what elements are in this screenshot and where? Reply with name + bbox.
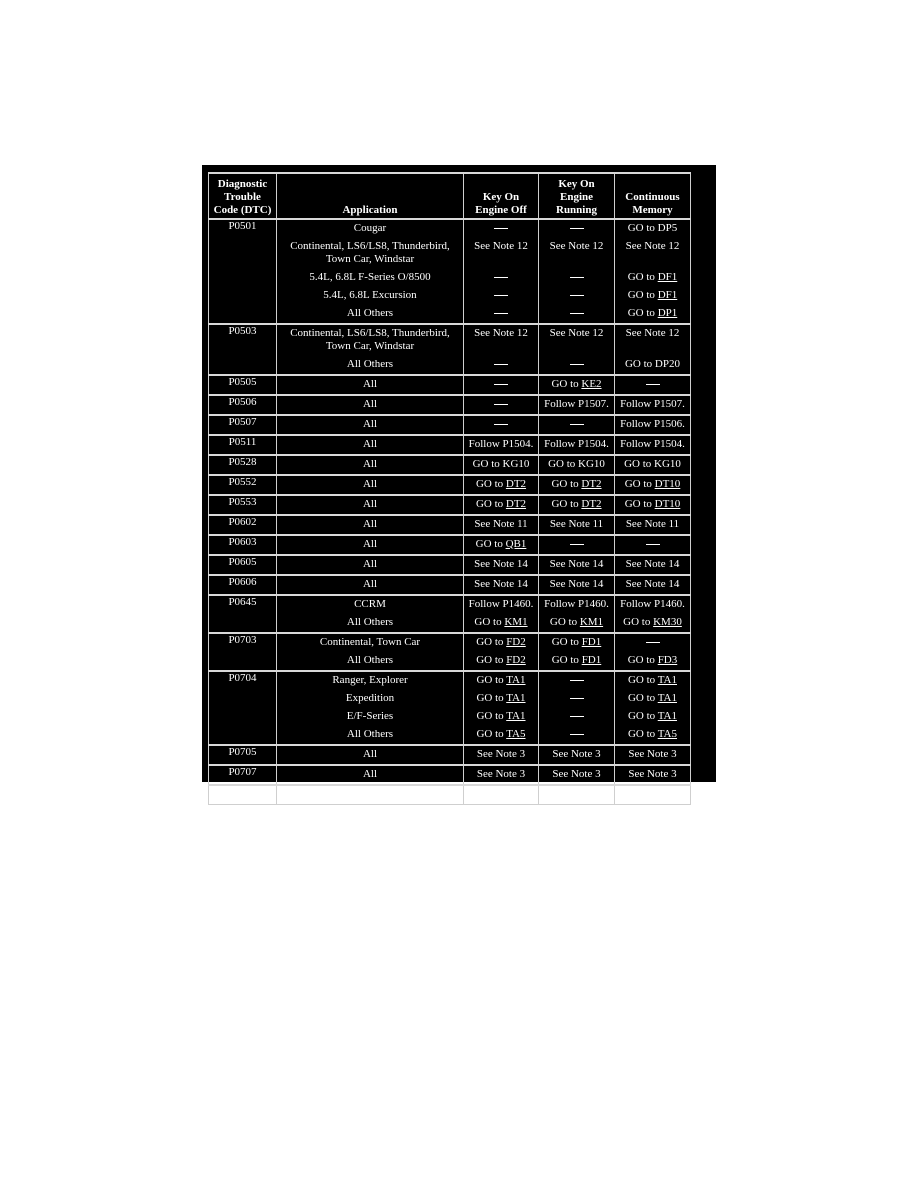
application-cell-value: E/F-Series (346, 710, 394, 722)
dash-icon (570, 295, 584, 296)
koeo-cell (464, 535, 539, 555)
procedure-link[interactable]: DP1 (657, 307, 678, 319)
procedure-link[interactable]: TA5 (657, 728, 678, 740)
application-cell-value: Ranger, Explorer (332, 674, 408, 686)
dtc-code: P0603 (209, 535, 277, 555)
continuous-memory-cell (615, 633, 691, 671)
dash-icon (494, 313, 508, 314)
dash-icon (494, 364, 508, 365)
table-row (209, 219, 691, 324)
header-application: Application (277, 173, 464, 219)
koer-cell (539, 633, 615, 671)
dash-icon (570, 228, 584, 229)
continuous-memory-cell-value: GO to KG10 (624, 458, 681, 470)
koer-cell (539, 324, 615, 375)
koeo-cell (464, 395, 539, 415)
koer-cell-value: See Note 14 (549, 558, 604, 570)
application-cell (277, 535, 464, 555)
continuous-memory-cell-value: GO to DP20 (624, 358, 680, 370)
continuous-memory-cell-value (617, 536, 688, 554)
application-cell (277, 475, 464, 495)
koer-cell (539, 415, 615, 435)
procedure-link[interactable]: DT2 (581, 498, 602, 510)
continuous-memory-cell (615, 671, 691, 745)
table-row (209, 785, 691, 805)
table-row (209, 633, 691, 671)
dtc-code: P0501 (209, 219, 277, 324)
koeo-cell-value: Follow P1504. (468, 438, 534, 450)
application-cell-value: All Others (346, 616, 394, 628)
koeo-cell (464, 671, 539, 745)
dash-icon (570, 313, 584, 314)
application-cell-value: Continental, LS6/LS8, Thunderbird, Town Car, Windstar (290, 240, 450, 265)
procedure-link[interactable]: KM1 (504, 616, 528, 628)
koeo-cell (464, 495, 539, 515)
dtc-code: P0506 (209, 395, 277, 415)
koer-cell-value: Follow P1460. (544, 598, 609, 610)
continuous-memory-cell-value: GO to DP1 (627, 307, 678, 319)
koeo-cell-value: GO to TA5 (476, 728, 526, 740)
koeo-cell-value (466, 376, 536, 394)
koeo-cell (464, 415, 539, 435)
continuous-memory-cell-value: GO to DP5 (627, 222, 678, 234)
koer-cell-value (541, 356, 612, 374)
application-cell (277, 415, 464, 435)
continuous-memory-cell (615, 395, 691, 415)
application-cell (277, 455, 464, 475)
table-row (209, 765, 691, 785)
table-row (209, 515, 691, 535)
koer-cell-value: GO to DT2 (551, 498, 602, 510)
koer-cell (539, 575, 615, 595)
dtc-table (208, 172, 691, 805)
koer-cell (539, 475, 615, 495)
application-cell-value: All Others (346, 307, 394, 319)
koeo-cell-value (466, 356, 536, 374)
header-continuous-memory: Continuous Memory (615, 173, 691, 219)
application-cell-value: 5.4L, 6.8L F-Series O/8500 (309, 271, 431, 283)
procedure-link[interactable]: DT2 (505, 478, 527, 490)
procedure-link[interactable]: FD2 (506, 636, 526, 648)
table-row (209, 475, 691, 495)
koeo-cell-value: See Note 12 (474, 240, 528, 252)
procedure-link[interactable]: TA1 (506, 674, 526, 686)
header-key-on-engine-running: Key On Engine Running (539, 173, 615, 219)
application-cell (277, 555, 464, 575)
continuous-memory-cell (615, 415, 691, 435)
dash-icon (494, 277, 508, 278)
continuous-memory-cell-value: GO to KM30 (623, 616, 682, 628)
dtc-code: P0511 (209, 435, 277, 455)
procedure-link[interactable]: KE2 (581, 378, 602, 390)
application-cell-value: All (362, 498, 378, 510)
koeo-cell (464, 475, 539, 495)
dash-icon (646, 384, 660, 385)
koer-cell-value: See Note 12 (549, 240, 604, 252)
dash-icon (570, 544, 584, 545)
table-row (209, 575, 691, 595)
koeo-cell-value: GO to DT2 (475, 498, 527, 510)
continuous-memory-cell (615, 785, 691, 805)
application-cell-value: All (362, 788, 378, 800)
koeo-cell-value: GO to FD2 (476, 654, 526, 666)
dash-icon (570, 734, 584, 735)
continuous-memory-cell (615, 219, 691, 324)
dtc-code: P0605 (209, 555, 277, 575)
koeo-cell-value: Follow P1460. (468, 598, 534, 610)
koeo-cell-value (466, 416, 536, 434)
table-row (209, 495, 691, 515)
koer-cell (539, 515, 615, 535)
procedure-link[interactable]: DT2 (581, 478, 602, 490)
koer-cell-value (541, 672, 612, 690)
table-row (209, 595, 691, 633)
koer-cell-value: See Note 14 (549, 578, 604, 590)
table-row (209, 671, 691, 745)
procedure-link[interactable]: TA1 (657, 692, 678, 704)
procedure-link[interactable]: TA1 (657, 674, 678, 686)
dash-icon (494, 228, 508, 229)
continuous-memory-cell-value: GO to TA5 (627, 728, 678, 740)
koeo-cell-value (466, 287, 536, 305)
koeo-cell-value: GO to TA1 (476, 674, 526, 686)
continuous-memory-cell-value (617, 634, 688, 652)
koer-cell-value (541, 220, 612, 238)
koer-cell-value: GO to DT2 (551, 478, 602, 490)
koer-cell (539, 435, 615, 455)
continuous-memory-cell-value: GO to DT10 (624, 498, 681, 510)
procedure-link[interactable]: FD3 (657, 654, 678, 666)
application-cell (277, 324, 464, 375)
dtc-code: P0645 (209, 595, 277, 633)
koeo-cell (464, 375, 539, 395)
continuous-memory-cell (615, 324, 691, 375)
koer-cell (539, 745, 615, 765)
dash-icon (646, 544, 660, 545)
procedure-link[interactable]: KM1 (579, 616, 604, 628)
continuous-memory-cell (615, 475, 691, 495)
koeo-cell-value: GO to KM1 (474, 616, 528, 628)
continuous-memory-cell (615, 515, 691, 535)
dtc-code: P0553 (209, 495, 277, 515)
procedure-link[interactable]: DF1 (657, 289, 678, 301)
dtc-code: P0602 (209, 515, 277, 535)
continuous-memory-cell-value: GO to FD3 (627, 654, 678, 666)
koer-cell-value (541, 536, 612, 554)
koer-cell (539, 535, 615, 555)
koer-cell-value (541, 726, 612, 744)
koeo-cell (464, 595, 539, 633)
application-cell (277, 785, 464, 805)
application-cell (277, 219, 464, 324)
application-cell-value: All (362, 768, 378, 780)
dtc-code: P0503 (209, 324, 277, 375)
koer-cell (539, 395, 615, 415)
dtc-code: P0606 (209, 575, 277, 595)
application-cell-value: All Others (346, 358, 394, 370)
koer-cell-value (541, 416, 612, 434)
dtc-code: P0505 (209, 375, 277, 395)
table-row (209, 555, 691, 575)
application-cell-value: All (362, 478, 378, 490)
koer-cell-value (541, 287, 612, 305)
koer-cell-value: See Note 3 (552, 768, 601, 780)
koer-cell-value: Follow P1504. (544, 438, 609, 450)
koer-cell-value: GO to KM1 (549, 616, 604, 628)
procedure-link[interactable]: TA1 (506, 692, 526, 704)
procedure-link[interactable]: TA5 (506, 728, 526, 740)
koeo-cell (464, 785, 539, 805)
koeo-cell-value: GO to QB1 (475, 538, 527, 550)
koeo-cell-value: GO to TA1 (476, 692, 526, 704)
procedure-link[interactable]: TA1 (657, 710, 678, 722)
application-cell (277, 375, 464, 395)
table-row (209, 375, 691, 395)
table-header-row (209, 173, 691, 219)
table-row (209, 395, 691, 415)
application-cell-value: Continental, LS6/LS8, Thunderbird, Town Car, Windstar (290, 327, 450, 352)
dash-icon (494, 424, 508, 425)
application-cell (277, 765, 464, 785)
application-cell-value: All (362, 558, 378, 570)
koer-cell-value: GO to FD1 (551, 636, 602, 648)
dtc-code: P0705 (209, 745, 277, 765)
continuous-memory-cell-value: See Note 3 (628, 748, 677, 760)
table-row (209, 435, 691, 455)
koer-cell-value: Follow P1507. (544, 398, 609, 410)
dash-icon (570, 364, 584, 365)
continuous-memory-cell-value: Follow P1506. (620, 418, 685, 430)
procedure-link[interactable]: FD1 (581, 654, 602, 666)
koeo-cell (464, 324, 539, 375)
application-cell (277, 633, 464, 671)
procedure-link[interactable]: TA1 (506, 710, 526, 722)
koeo-cell-value (466, 305, 536, 323)
table-row (209, 324, 691, 375)
koeo-cell (464, 575, 539, 595)
continuous-memory-cell-value (617, 376, 688, 394)
application-cell (277, 495, 464, 515)
procedure-link[interactable]: KM30 (653, 616, 682, 628)
koer-cell-value: GO to FD1 (551, 654, 602, 666)
koeo-cell (464, 633, 539, 671)
continuous-memory-cell-value: See Note 3 (628, 788, 677, 800)
koeo-cell (464, 219, 539, 324)
continuous-memory-cell-value: See Note 12 (625, 327, 680, 339)
application-cell-value: All (362, 518, 378, 530)
application-cell-value: All (362, 578, 378, 590)
application-cell-value: All Others (346, 654, 394, 666)
koeo-cell-value: See Note 3 (476, 768, 526, 780)
application-cell-value: Continental, Town Car (319, 636, 421, 648)
koer-cell (539, 595, 615, 633)
procedure-link[interactable]: DT10 (654, 478, 681, 490)
continuous-memory-cell (615, 745, 691, 765)
koer-cell (539, 785, 615, 805)
continuous-memory-cell-value: See Note 11 (625, 518, 680, 530)
procedure-link[interactable]: QB1 (505, 538, 527, 550)
table-row (209, 415, 691, 435)
koer-cell-value: See Note 12 (549, 327, 604, 339)
koer-cell (539, 455, 615, 475)
dtc-code: P0528 (209, 455, 277, 475)
dash-icon (570, 698, 584, 699)
dash-icon (570, 680, 584, 681)
koer-cell (539, 375, 615, 395)
application-cell (277, 671, 464, 745)
continuous-memory-cell-value: GO to TA1 (627, 710, 678, 722)
application-cell-value: All (362, 438, 378, 450)
continuous-memory-cell-value: Follow P1460. (620, 598, 685, 610)
dash-icon (570, 716, 584, 717)
koeo-cell-value: See Note 12 (474, 327, 528, 339)
koeo-cell (464, 765, 539, 785)
continuous-memory-cell-value: See Note 14 (625, 558, 680, 570)
continuous-memory-cell (615, 765, 691, 785)
continuous-memory-cell (615, 375, 691, 395)
koer-cell-value (541, 690, 612, 708)
koer-cell (539, 555, 615, 575)
koer-cell (539, 765, 615, 785)
application-cell (277, 515, 464, 535)
dtc-code: P0707 (209, 765, 277, 785)
continuous-memory-cell (615, 455, 691, 475)
koer-cell-value: See Note 11 (549, 518, 604, 530)
continuous-memory-cell (615, 535, 691, 555)
continuous-memory-cell-value: GO to TA1 (627, 674, 678, 686)
application-cell-value: All (362, 458, 378, 470)
application-cell-value: All (362, 748, 378, 760)
koer-cell-value: GO to KE2 (551, 378, 602, 390)
koer-cell-value: See Note 3 (552, 788, 601, 800)
header-key-on-engine-off: Key On Engine Off (464, 173, 539, 219)
continuous-memory-cell (615, 435, 691, 455)
application-cell-value: All Others (346, 728, 394, 740)
procedure-link[interactable]: DT2 (505, 498, 527, 510)
dash-icon (570, 424, 584, 425)
application-cell-value: Cougar (353, 222, 387, 234)
application-cell-value: All (362, 538, 378, 550)
table-row (209, 745, 691, 765)
koeo-cell-value: See Note 3 (476, 788, 526, 800)
koer-cell-value (541, 708, 612, 726)
dash-icon (494, 384, 508, 385)
application-cell (277, 395, 464, 415)
table-row (209, 535, 691, 555)
application-cell-value: CCRM (354, 598, 386, 610)
koeo-cell-value: GO to FD2 (476, 636, 526, 648)
koeo-cell-value: See Note 14 (474, 578, 528, 590)
procedure-link[interactable]: FD1 (581, 636, 602, 648)
koeo-cell (464, 515, 539, 535)
continuous-memory-cell-value: GO to DT10 (624, 478, 681, 490)
dtc-code: P0703 (209, 633, 277, 671)
continuous-memory-cell-value: GO to TA1 (627, 692, 678, 704)
procedure-link[interactable]: DF1 (657, 271, 678, 283)
dash-icon (494, 295, 508, 296)
application-cell-value: All (362, 378, 378, 390)
koer-cell-value (541, 269, 612, 287)
dtc-code: P0708 (209, 785, 277, 805)
application-cell (277, 595, 464, 633)
koeo-cell-value: See Note 3 (476, 748, 526, 760)
continuous-memory-cell-value: See Note 12 (625, 240, 680, 252)
koeo-cell-value: GO to KG10 (472, 458, 530, 470)
continuous-memory-cell (615, 495, 691, 515)
dtc-code: P0704 (209, 671, 277, 745)
continuous-memory-cell-value: Follow P1507. (620, 398, 685, 410)
dtc-code: P0507 (209, 415, 277, 435)
continuous-memory-cell-value: GO to DF1 (627, 289, 678, 301)
koer-cell-value: GO to KG10 (548, 458, 605, 470)
continuous-memory-cell (615, 555, 691, 575)
application-cell-value: All (362, 418, 378, 430)
continuous-memory-cell-value: See Note 3 (628, 768, 677, 780)
continuous-memory-cell-value: Follow P1504. (620, 438, 685, 450)
dash-icon (646, 642, 660, 643)
continuous-memory-cell-value: GO to DF1 (627, 271, 678, 283)
koeo-cell-value: GO to DT2 (475, 478, 527, 490)
koeo-cell-value: See Note 11 (474, 518, 528, 530)
koer-cell (539, 495, 615, 515)
koer-cell-value: See Note 3 (552, 748, 601, 760)
continuous-memory-cell (615, 575, 691, 595)
koeo-cell (464, 435, 539, 455)
koer-cell-value (541, 305, 612, 323)
koeo-cell (464, 555, 539, 575)
koeo-cell-value (466, 269, 536, 287)
dash-icon (570, 277, 584, 278)
koeo-cell (464, 745, 539, 765)
application-cell (277, 745, 464, 765)
koeo-cell-value (466, 220, 536, 238)
koeo-cell-value: See Note 14 (474, 558, 528, 570)
procedure-link[interactable]: DT10 (654, 498, 681, 510)
application-cell-value: 5.4L, 6.8L Excursion (323, 289, 417, 301)
dash-icon (494, 404, 508, 405)
continuous-memory-cell-value: See Note 14 (625, 578, 680, 590)
header-dtc: Diagnostic Trouble Code (DTC) (209, 173, 277, 219)
application-cell-value: All (362, 398, 378, 410)
application-cell-value: Expedition (345, 692, 395, 704)
koer-cell (539, 219, 615, 324)
table-row (209, 455, 691, 475)
procedure-link[interactable]: FD2 (506, 654, 526, 666)
application-cell (277, 575, 464, 595)
koer-cell (539, 671, 615, 745)
dtc-code: P0552 (209, 475, 277, 495)
koeo-cell (464, 455, 539, 475)
continuous-memory-cell (615, 595, 691, 633)
koeo-cell-value (466, 396, 536, 414)
koeo-cell-value: GO to TA1 (476, 710, 526, 722)
application-cell (277, 435, 464, 455)
